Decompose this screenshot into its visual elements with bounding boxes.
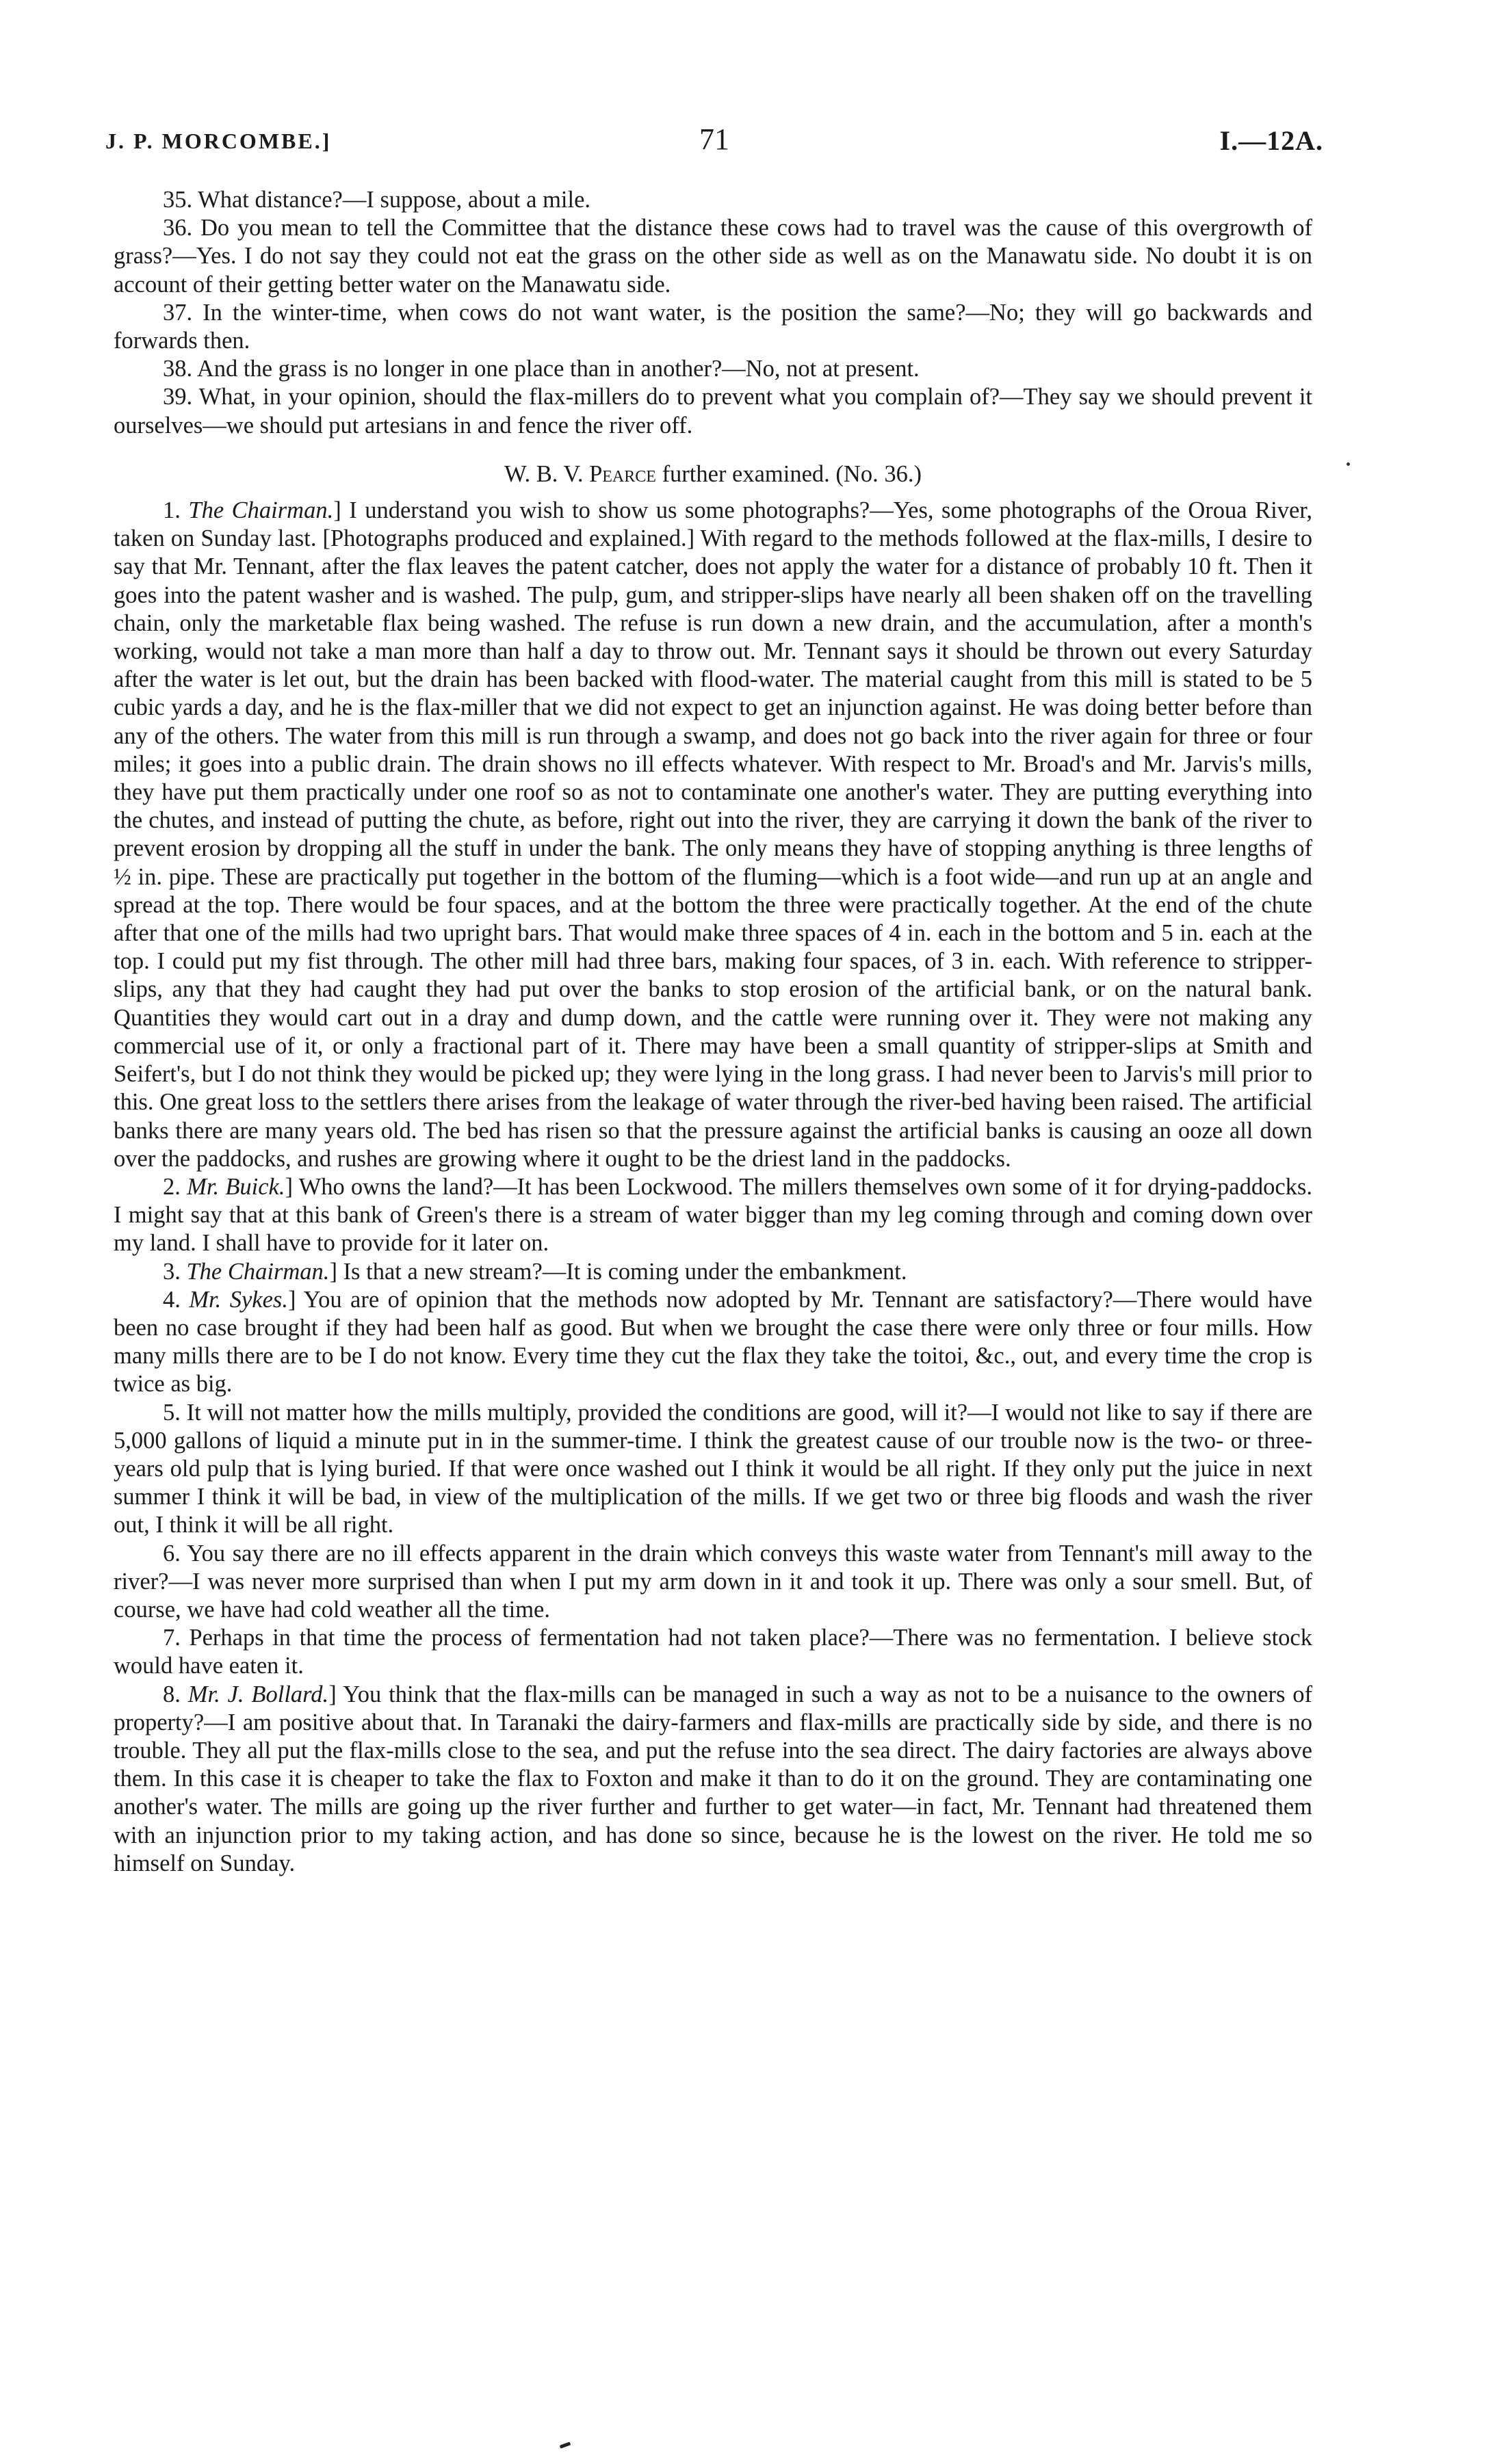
- speaker: The Chairman.: [186, 1258, 330, 1285]
- question-6: 6. You say there are no ill effects apparent in the drain which conveys this waste water from Tennant's mill away to the river?—I was never more surprised than when I put my arm down in it and took it up. There was only a sour smell. But, of course, we have had cold weather all the time.: [114, 1540, 1312, 1623]
- print-speck: [560, 2441, 571, 2448]
- question-5: 5. It will not matter how the mills multiply, provided the conditions are good, will it?—I would not like to say if there are 5,000 gallons of liquid a minute put in in the summer-time. I think the greatest cause of our trouble now is the two- or three-years old pulp that is lying buried. If that were once washed out I think it would be all right. If they only put the juice in next summer I think it will be bad, in view of the multiplication of the mills. If we get two or three big floods and wash the river out, I think it will be all right.: [114, 1399, 1313, 1538]
- question-36: 36. Do you mean to tell the Committee that the distance these cows had to travel was the cause of this overgrowth of grass?—Yes. I do not say they could not eat the grass on the other side as well as on the Manawatu side. No doubt it is on account of their getting better water on the Manawatu side.: [114, 215, 1312, 298]
- question-3: 3. The Chairman.] Is that a new stream?—It is coming under the embankment.: [163, 1258, 907, 1285]
- speaker: The Chairman.: [188, 497, 334, 524]
- page-body: [114, 186, 1312, 1878]
- question-7: 7. Perhaps in that time the process of fermentation had not taken place?—There was no fermentation. I believe stock would have eaten it.: [114, 1625, 1312, 1679]
- question-1: 1. The Chairman.] I understand you wish to show us some photographs?—Yes, some photographs of the Oroua River, taken on Sunday last. [Photographs produced and explained.] With regard to the methods followed at the flax-mills, I desire to say that Mr. Tennant, after the flax leaves the patent catcher, does not apply the water for a distance of probably 10 ft. Then it goes into the patent washer and is washed. The pulp, gum, and stripper-slips have nearly all been shaken off on the travelling chain, only the marketable flax being washed. The refuse is run down a new drain, and the accumulation, after a month's working, would not take a man more than half a day to throw out. Mr. Tennant says it should be thrown out every Saturday after the water is let out, but the drain has been backed with flood-water. The material caught from this mill is stated to be 5 cubic yards a day, and he is the flax-miller that we did not expect to get an injunction against. He was doing better before than any of the others. The water from this mill is run through a swamp, and does not go back into the river again for three or four miles; it goes into a public drain. The drain shows no ill effects whatever. With respect to Mr. Broad's and Mr. Jarvis's mills, they have put them practically under one roof so as not to contaminate one another's water. They are putting everything into the chutes, and instead of putting the chute, as before, right out into the river, they are carrying it down the bank of the river to prevent erosion by dropping all the stuff in under the bank. The only means they have of stopping anything is three lengths of ½ in. pipe. These are practically put together in the bottom of the fluming—which is a foot wide—and run up at an angle and spread at the top. There would be four spaces, and at the bottom the three were practically together. At the end of the chute after that one of the mills had two upright bars. That would make three spaces of 4 in. each in the bottom and 5 in. each at the top. I could put my fist through. The other mill had three bars, making four spaces, of 3 in. each. With reference to stripper-slips, any that they had caught they had put over the banks to stop erosion of the artificial bank, or on the natural bank. Quantities they would cart out in a dray and dump down, and the cattle were running over it. They were not making any commercial use of it, or only a fractional part of it. There may have been a small quantity of stripper-slips at Smith and Seifert's, but I do not think they would be picked up; they were lying in the long grass. I had never been to Jarvis's mill prior to this. One great loss to the settlers there arises from the leakage of water through the river-bed having been raised. The artificial banks there are many years old. The bed has risen so that the pressure against the artificial banks is causing an ooze all down over the paddocks, and rushes are growing where it ought to be the driest land in the paddocks.: [114, 497, 1312, 1172]
- question-37: 37. In the winter-time, when cows do not want water, is the position the same?—No; they will go backwards and forwards then.: [114, 299, 1312, 354]
- speaker: Mr. Buick.: [187, 1173, 285, 1200]
- question-2: 2. Mr. Buick.] Who owns the land?—It has been Lockwood. The millers themselves own some of it for drying-paddocks. I might say that at this bank of Green's there is a stream of water bigger than my leg coming through and coming down over my land. I shall have to provide for it later on.: [114, 1173, 1312, 1257]
- paper-reference: I.—12A.: [1219, 125, 1323, 156]
- section-heading: W. B. V. Pearce further examined. (No. 36.): [504, 460, 922, 487]
- print-speck: [1347, 462, 1350, 466]
- page-number: 71: [699, 122, 729, 156]
- speaker: Mr. Sykes.: [189, 1286, 288, 1313]
- question-38: 38. And the grass is no longer in one place than in another?—No, not at present.: [163, 356, 920, 382]
- question-35: 35. What distance?—I suppose, about a mile.: [163, 187, 591, 213]
- speaker: Mr. J. Bollard.: [187, 1681, 329, 1707]
- witness-name: J. P. MORCOMBE.]: [105, 129, 332, 153]
- question-39: 39. What, in your opinion, should the flax-millers do to prevent what you complain of?—They say we should prevent it ourselves—we should put artesians in and fence the river off.: [114, 384, 1312, 438]
- question-8: 8. Mr. J. Bollard.] You think that the flax-mills can be managed in such a way as not to be a nuisance to the owners of property?—I am positive about that. In Taranaki the dairy-farmers and flax-mills are practically side by side, and there is no trouble. They all put the flax-mills close to the sea, and put the refuse into the sea direct. The dairy factories are always above them. In this case it is cheaper to take the flax to Foxton and make it than to do it on the ground. They are contaminating one another's water. The mills are going up the river further and further to get water—in fact, Mr. Tennant had threatened them with an injunction prior to my taking action, and has done so since, because he is the lowest on the river. He told me so himself on Sunday.: [114, 1681, 1312, 1876]
- page-header: [105, 122, 1323, 163]
- question-4: 4. Mr. Sykes.] You are of opinion that the methods now adopted by Mr. Tennant are satisfactory?—There would have been no case brought if they had been half as good. But when we brought the case there were only three or four mills. How many mills there are to be I do not know. Every time they cut the flax they take the toitoi, &c., out, and every time the crop is twice as big.: [114, 1286, 1312, 1398]
- witness-surname: Pearce: [589, 460, 656, 487]
